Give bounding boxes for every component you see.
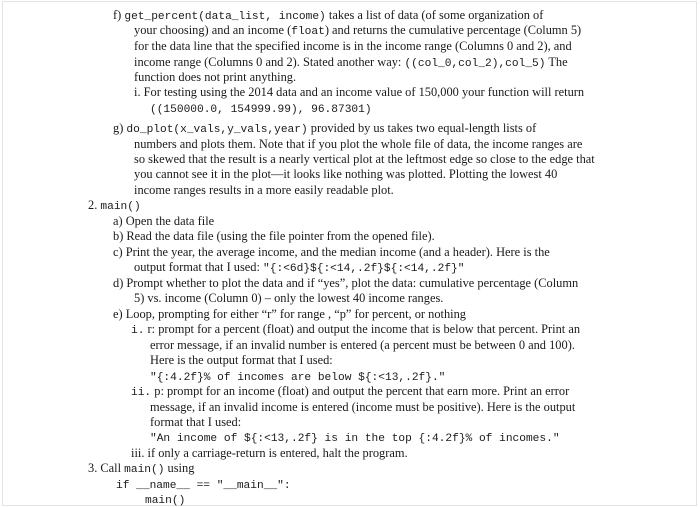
- text-line: [131, 384, 569, 400]
- text-line: [150, 415, 241, 429]
- text-line: [134, 85, 584, 99]
- body-text: 5) vs. income (Column 0) – only the lowest 40 income ranges.: [134, 291, 444, 305]
- text-line: [113, 8, 543, 24]
- text-line: [134, 39, 572, 53]
- code-text: i.: [131, 325, 145, 337]
- text-line: [134, 167, 557, 181]
- body-text: 3. Call: [88, 461, 125, 475]
- body-text: b) Read the data file (using the file pointer from the opened file).: [113, 229, 435, 243]
- text-line: [150, 400, 575, 414]
- body-text: income ranges results in a more easily readable plot.: [134, 183, 394, 197]
- text-line: [88, 198, 141, 214]
- body-text: iii. if only a carriage-return is entered, halt the program.: [131, 446, 408, 460]
- text-line: [150, 430, 560, 446]
- code-text: if __name__ == "__main__":: [116, 480, 291, 492]
- body-text: d) Prompt whether to plot the data and if “yes”, plot the data: cumulative percentage (Column: [113, 276, 579, 290]
- body-text: a) Open the data file: [113, 214, 215, 228]
- text-line: [131, 322, 580, 338]
- body-text: 2.: [88, 198, 101, 212]
- code-text: do_plot(x_vals,y_vals,year): [126, 124, 308, 136]
- text-line: [150, 353, 333, 367]
- code-text: ii.: [131, 387, 152, 399]
- body-text: e) Loop, prompting for either “r” for range , “p” for percent, or nothing: [113, 307, 466, 321]
- body-text: function does not print anything.: [134, 70, 297, 84]
- text-line: [134, 137, 582, 151]
- body-text: format that I used:: [150, 415, 242, 429]
- text-line: [113, 307, 466, 321]
- body-text: for the data line that the specified income is in the income range (Columns 0 and 2), and: [134, 39, 572, 53]
- body-text: c) Print the year, the average income, and the median income (and a header). Here is the: [113, 245, 550, 259]
- text-line: [113, 276, 578, 290]
- body-text: so skewed that the result is a nearly vertical plot at the leftmost edge so close to the edge that: [134, 152, 595, 166]
- code-text: float: [291, 26, 325, 38]
- body-text: r: prompt for a percent (float) and output the income that is below that percent. Print an: [144, 322, 581, 336]
- body-text: i. For testing using the 2014 data and an income value of 150,000 your function will return: [134, 85, 585, 99]
- code-text: ((150000.0, 154999.99), 96.87301): [150, 104, 372, 116]
- body-text: output format that I used:: [134, 260, 264, 274]
- text-line: [150, 338, 575, 352]
- body-text: takes a list of data (of some organization of: [325, 8, 544, 22]
- code-text: get_percent(data_list, income): [124, 11, 326, 23]
- body-text: p: prompt for an income (float) and output the percent that earn more. Print an error: [151, 384, 570, 398]
- text-line: [150, 101, 372, 117]
- code-text: "{:<6d}${:<14,.2f}${:<14,.2f}": [263, 263, 465, 275]
- code-text: main(): [100, 201, 141, 213]
- body-text: Here is the output format that I used:: [150, 353, 333, 367]
- code-text: ((col_0,col_2),col_5): [404, 58, 546, 70]
- text-line: [113, 245, 550, 259]
- text-line: [113, 229, 435, 243]
- text-line: [113, 214, 214, 228]
- body-text: g): [113, 121, 127, 135]
- text-line: [134, 183, 394, 197]
- text-line: [134, 55, 568, 71]
- text-line: [134, 152, 595, 166]
- body-text: The: [545, 55, 568, 69]
- code-text: main(): [145, 495, 186, 507]
- text-line: [88, 461, 194, 477]
- body-text: provided by us takes two equal-length lists of: [307, 121, 537, 135]
- code-text: main(): [124, 464, 165, 476]
- body-text: income range (Columns 0 and 2). Stated another way:: [134, 55, 405, 69]
- text-line: [145, 492, 185, 507]
- body-text: ) and returns the cumulative percentage (Column 5): [324, 23, 582, 37]
- text-line: [134, 23, 581, 39]
- code-text: "An income of ${:<13,.2f} is in the top {:4.2f}% of incomes.": [150, 433, 560, 445]
- body-text: you cannot see it in the plot—it looks like nothing was plotted. Plotting the lowest 40: [134, 167, 558, 181]
- text-line: [150, 369, 445, 385]
- code-text: "{:4.2f}% of incomes are below ${:<13,.2f}.": [150, 372, 446, 384]
- body-text: error message, if an invalid number is entered (a percent must be between 0 and 100).: [150, 338, 575, 352]
- text-line: [116, 477, 291, 493]
- body-text: f): [113, 8, 125, 22]
- body-text: using: [164, 461, 195, 475]
- text-line: [134, 291, 443, 305]
- body-text: numbers and plots them. Note that if you plot the whole file of data, the income ranges are: [134, 137, 583, 151]
- text-line: [131, 446, 408, 460]
- body-text: your choosing) and an income (: [134, 23, 292, 37]
- text-line: [113, 121, 536, 137]
- text-line: [134, 70, 296, 84]
- body-text: message, if an invalid income is entered (income must be positive). Here is the output: [150, 400, 576, 414]
- text-line: [134, 260, 464, 276]
